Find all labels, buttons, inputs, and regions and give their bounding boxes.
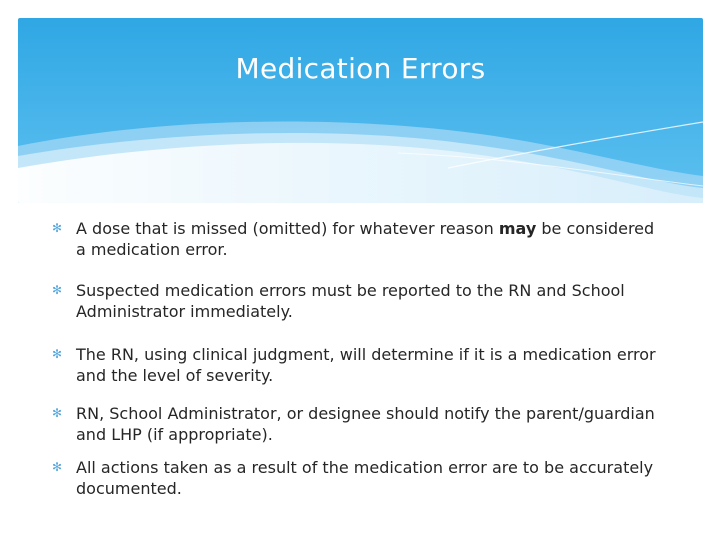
bullet-item bbox=[52, 457, 662, 499]
bullet-list bbox=[52, 218, 662, 519]
asterisk-bullet-icon: ✻ bbox=[52, 283, 63, 297]
bullet-text: Suspected medication errors must be reported to the RN and School Administrator immediately. bbox=[76, 281, 625, 321]
bullet-text: RN, School Administrator, or designee should notify the parent/guardian and LHP (if appropriate). bbox=[76, 404, 655, 444]
bullet-item bbox=[52, 218, 662, 260]
bullet-item bbox=[52, 403, 662, 445]
title-banner bbox=[18, 18, 703, 203]
bullet-item bbox=[52, 280, 662, 322]
bullet-text: All actions taken as a result of the medication error are to be accurately documented. bbox=[76, 458, 654, 498]
bullet-text-post: be considered a medication error. bbox=[76, 219, 655, 259]
asterisk-bullet-icon: ✻ bbox=[52, 221, 63, 235]
asterisk-bullet-icon: ✻ bbox=[52, 460, 63, 474]
asterisk-bullet-icon: ✻ bbox=[52, 406, 63, 420]
bullet-item bbox=[52, 344, 662, 386]
asterisk-bullet-icon: ✻ bbox=[52, 347, 63, 361]
bullet-text: The RN, using clinical judgment, will determine if it is a medication error and the level of severity. bbox=[76, 345, 656, 385]
slide-title: Medication Errors bbox=[235, 52, 486, 85]
bullet-text-bold: may bbox=[498, 219, 537, 238]
bullet-text-pre: A dose that is missed (omitted) for whatever reason bbox=[76, 219, 499, 238]
banner-background bbox=[18, 18, 703, 203]
